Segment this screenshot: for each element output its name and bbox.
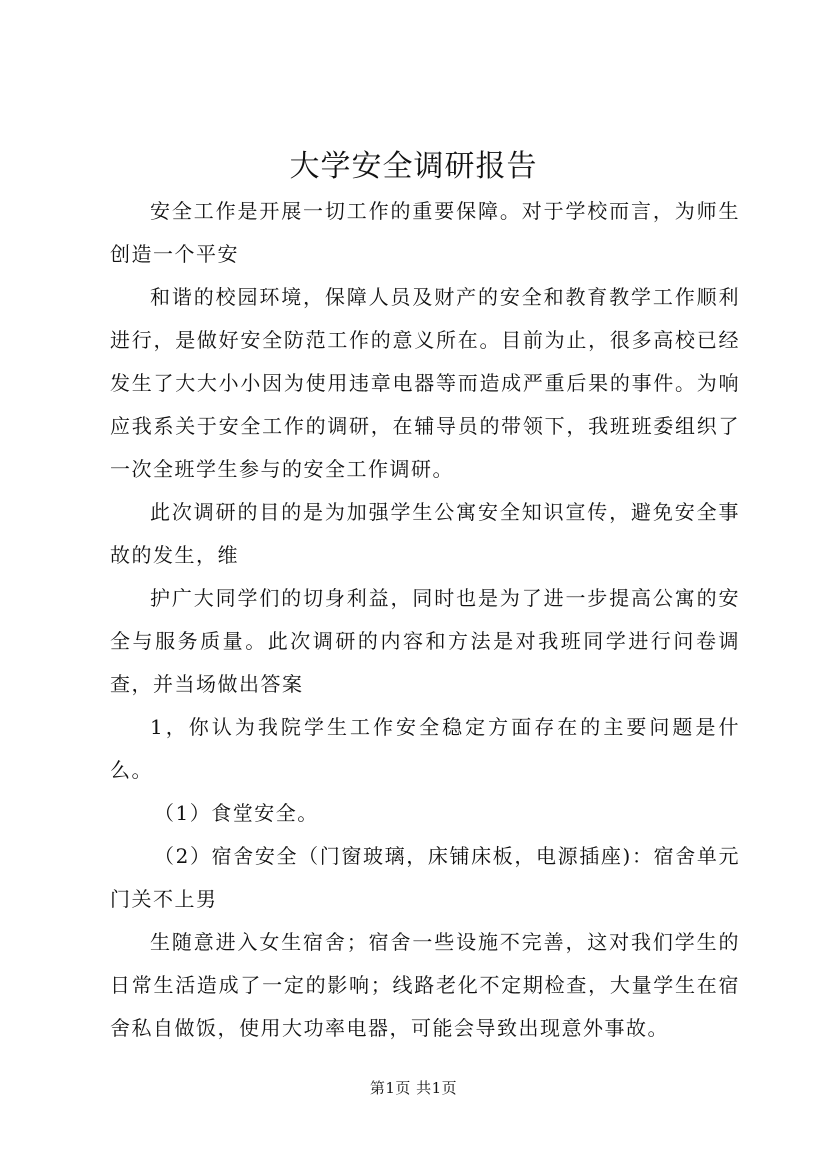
paragraph-4: 护广大同学们的切身利益，同时也是为了进一步提高公寓的安全与服务质量。此次调研的内容和方法是对我班同学进行问卷调查，并当场做出答案 [110,586,740,696]
paragraph-8: 生随意进入女生宿舍；宿舍一些设施不完善，这对我们学生的日常生活造成了一定的影响；线路老化不定期检查，大量学生在宿舍私自做饭，使用大功率电器，可能会导致出现意外事故。 [110,930,740,1040]
paragraph-7: （2）宿舍安全（门窗玻璃，床铺床板，电源插座)：宿舍单元门关不上男 [110,844,740,911]
paragraph-2: 和谐的校园环境，保障人员及财产的安全和教育教学工作顺利进行，是做好安全防范工作的意义所在。目前为止，很多高校已经发生了大大小小因为使用违章电器等而造成严重后果的事件。为响应我系关于安全工作的调研，在辅导员的带领下，我班班委组织了一次全班学生参与的安全工作调研。 [110,285,740,481]
paragraph-1: 安全工作是开展一切工作的重要保障。对于学校而言，为师生创造一个平安 [110,199,740,266]
paragraph-3: 此次调研的目的是为加强学生公寓安全知识宣传，避免安全事故的发生，维 [110,500,740,567]
page-footer: 第1页 共1页 [369,1079,458,1097]
paragraph-6: （1）食堂安全。 [154,801,319,825]
paragraph-5: 1，你认为我院学生工作安全稳定方面存在的主要问题是什么。 [110,715,740,782]
document-body [110,190,740,1050]
document-title: 大学安全调研报告 [289,149,538,184]
